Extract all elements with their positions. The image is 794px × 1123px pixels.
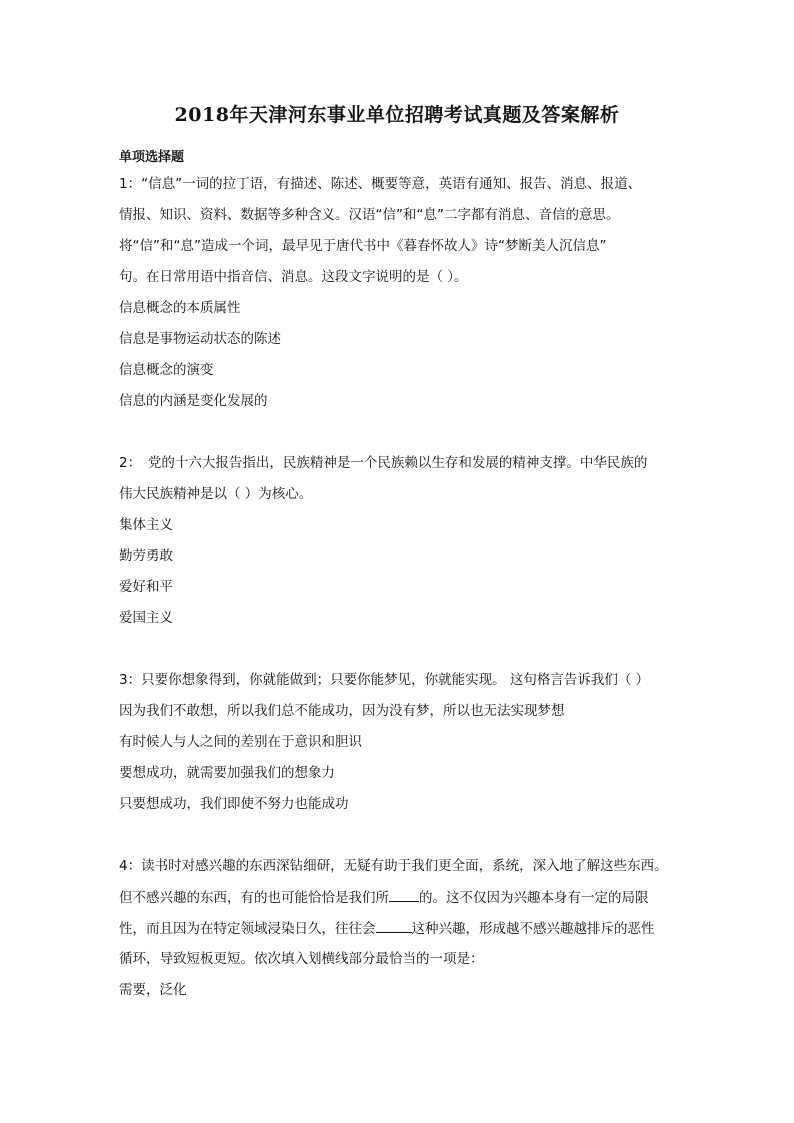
- question-1-option-c: 信息概念的演变: [119, 362, 214, 378]
- question-2: [119, 453, 689, 639]
- spacer: [119, 422, 689, 453]
- question-3-option-d: 只要想成功，我们即使不努力也能成功: [119, 796, 349, 812]
- question-4-stem-line-3: [119, 918, 689, 949]
- questions-content: [119, 174, 689, 1011]
- question-4-stem-line-2-part-a: 但不感兴趣的东西，有的也可能恰恰是我们所: [119, 890, 389, 906]
- question-3: [119, 670, 689, 825]
- question-1-option-a: 信息概念的本质属性: [119, 300, 241, 316]
- question-1: [119, 174, 689, 422]
- question-4-stem-line-3-part-a: 性，而且因为在特定领域浸染日久，往往会: [119, 921, 376, 937]
- question-4-stem-line-3-part-b: 这种兴趣，形成越不感兴趣越排斥的恶性: [411, 921, 655, 937]
- question-4-stem-line-4: 循环，导致短板更短。依次填入划横线部分最恰当的一项是：: [119, 951, 484, 967]
- question-3-option-a: 因为我们不敢想，所以我们总不能成功，因为没有梦，所以也无法实现梦想: [119, 703, 565, 719]
- question-2-option-c: 爱好和平: [119, 579, 173, 595]
- question-1-stem-line-3: 将“信”和“息”造成一个词，最早见于唐代书中《暮春怀故人》诗“梦断美人沉信息”: [119, 238, 607, 254]
- question-1-option-d: 信息的内涵是变化发展的: [119, 393, 268, 409]
- spacer: [119, 825, 689, 856]
- fill-blank-1: [389, 887, 419, 902]
- question-2-option-b: 勤劳勇敢: [119, 548, 173, 564]
- question-4-stem-line-2-part-b: 的。这不仅因为兴趣本身有一定的局限: [419, 890, 649, 906]
- question-1-stem-line-2: 情报、知识、资料、数据等多种含义。汉语“信”和“息”二字都有消息、音信的意思。: [119, 207, 620, 223]
- question-1-stem-line-1: 1：“信息”一词的拉丁语，有描述、陈述、概要等意，英语有通知、报告、消息、报道、: [119, 176, 642, 192]
- question-1-stem-line-4: 句。在日常用语中指音信、消息。这段文字说明的是（ ）。: [119, 269, 468, 285]
- question-2-stem-line-1: 2： 党的十六大报告指出，民族精神是一个民族赖以生存和发展的精神支撑。中华民族的: [119, 455, 648, 471]
- question-3-option-b: 有时候人与人之间的差别在于意识和胆识: [119, 734, 362, 750]
- question-4-stem-line-2: [119, 887, 689, 918]
- page-title: 2018年天津河东事业单位招聘考试真题及答案解析: [174, 104, 620, 126]
- question-4-option-a: 需要，泛化: [119, 982, 187, 998]
- question-2-stem-line-2: 伟大民族精神是以（ ）为核心。: [119, 486, 313, 502]
- fill-blank-2: [376, 918, 412, 933]
- question-3-stem-line-1: 3：只要你想象得到，你就能做到；只要你能梦见，你就能实现。 这句格言告诉我们（ ）: [119, 672, 650, 688]
- question-2-option-a: 集体主义: [119, 517, 173, 533]
- spacer: [119, 639, 689, 670]
- question-2-option-d: 爱国主义: [119, 610, 173, 626]
- section-heading: 单项选择题: [119, 150, 185, 165]
- question-1-option-b: 信息是事物运动状态的陈述: [119, 331, 281, 347]
- question-4-stem-line-1: 4：读书时对感兴趣的东西深钻细研，无疑有助于我们更全面，系统，深入地了解这些东西。: [119, 858, 668, 874]
- question-3-option-c: 要想成功，就需要加强我们的想象力: [119, 765, 335, 781]
- question-4: [119, 856, 689, 1011]
